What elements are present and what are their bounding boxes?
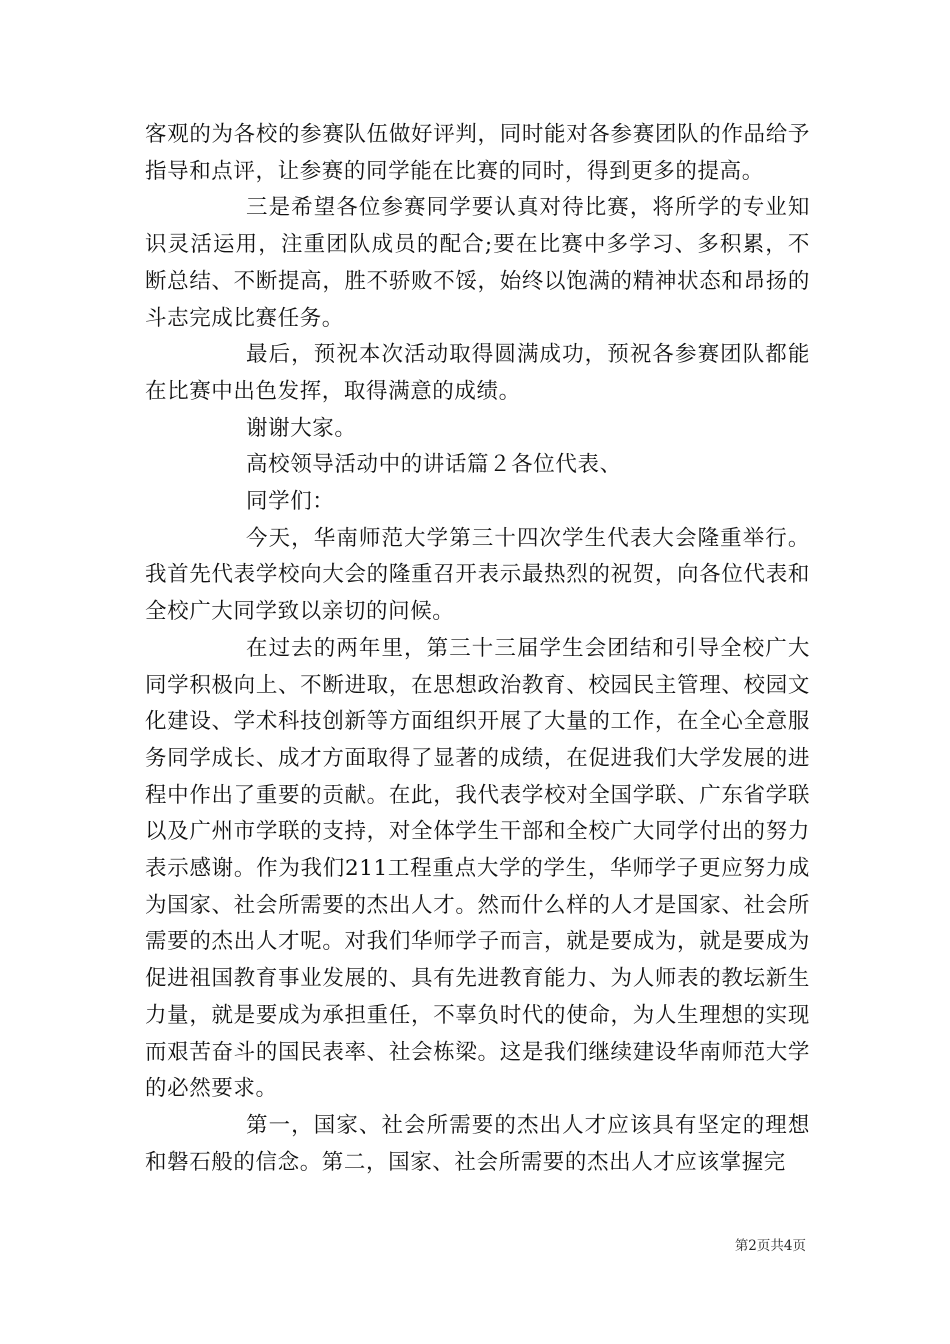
paragraph: 最后，预祝本次活动取得圆满成功，预祝各参赛团队都能在比赛中出色发挥，取得满意的成绩。 [145, 342, 810, 404]
paragraph: 高校领导活动中的讲话篇２各位代表、 [246, 452, 622, 478]
page-footer [0, 1237, 806, 1255]
paragraph: 在过去的两年里，第三十三届学生会团结和引导全校广大同学积极向上、不断进取，在思想政治教育、校园民主管理、校园文化建设、学术科技创新等方面组织开展了大量的工作，在全心全意服务同学成长、成才方面取得了显著的成绩，在促进我们大学发展的进程中作出了重要的贡献。在此，我代表学校对全国学联、广东省学联以及广州市学联的支持，对全体学生干部和全校广大同学付出的努力表示感谢。作为我们211工程重点大学的学生，华师学子更应努力成为国家、社会所需要的杰出人才。然而什么样的人才是国家、社会所需要的杰出人才呢。对我们华师学子而言，就是要成为，就是要成为促进祖国教育事业发展的、具有先进教育能力、为人师表的教坛新生力量，就是要成为承担重任，不辜负时代的使命，为人生理想的实现而艰苦奋斗的国民表率、社会栋梁。这是我们继续建设华南师范大学的必然要求。 [145, 635, 810, 1102]
body-text [145, 117, 810, 1181]
paragraph: 今天，华南师范大学第三十四次学生代表大会隆重举行。我首先代表学校向大会的隆重召开表示最热烈的祝贺，向各位代表和全校广大同学致以亲切的问候。 [145, 525, 810, 625]
paragraph: 同学们： [246, 489, 335, 515]
page-number-label: 第2页共4页 [734, 1238, 806, 1254]
paragraph: 谢谢大家。 [246, 415, 357, 441]
paragraph: 客观的为各校的参赛队伍做好评判，同时能对各参赛团队的作品给予指导和点评，让参赛的同学能在比赛的同时，得到更多的提高。 [145, 122, 810, 184]
paragraph: 第一，国家、社会所需要的杰出人才应该具有坚定的理想和磐石般的信念。第二，国家、社会所需要的杰出人才应该掌握完 [145, 1112, 810, 1175]
paragraph: 三是希望各位参赛同学要认真对待比赛，将所学的专业知识灵活运用，注重团队成员的配合;要在比赛中多学习、多积累，不断总结、不断提高，胜不骄败不馁，始终以饱满的精神状态和昂扬的斗志完成比赛任务。 [145, 195, 810, 331]
